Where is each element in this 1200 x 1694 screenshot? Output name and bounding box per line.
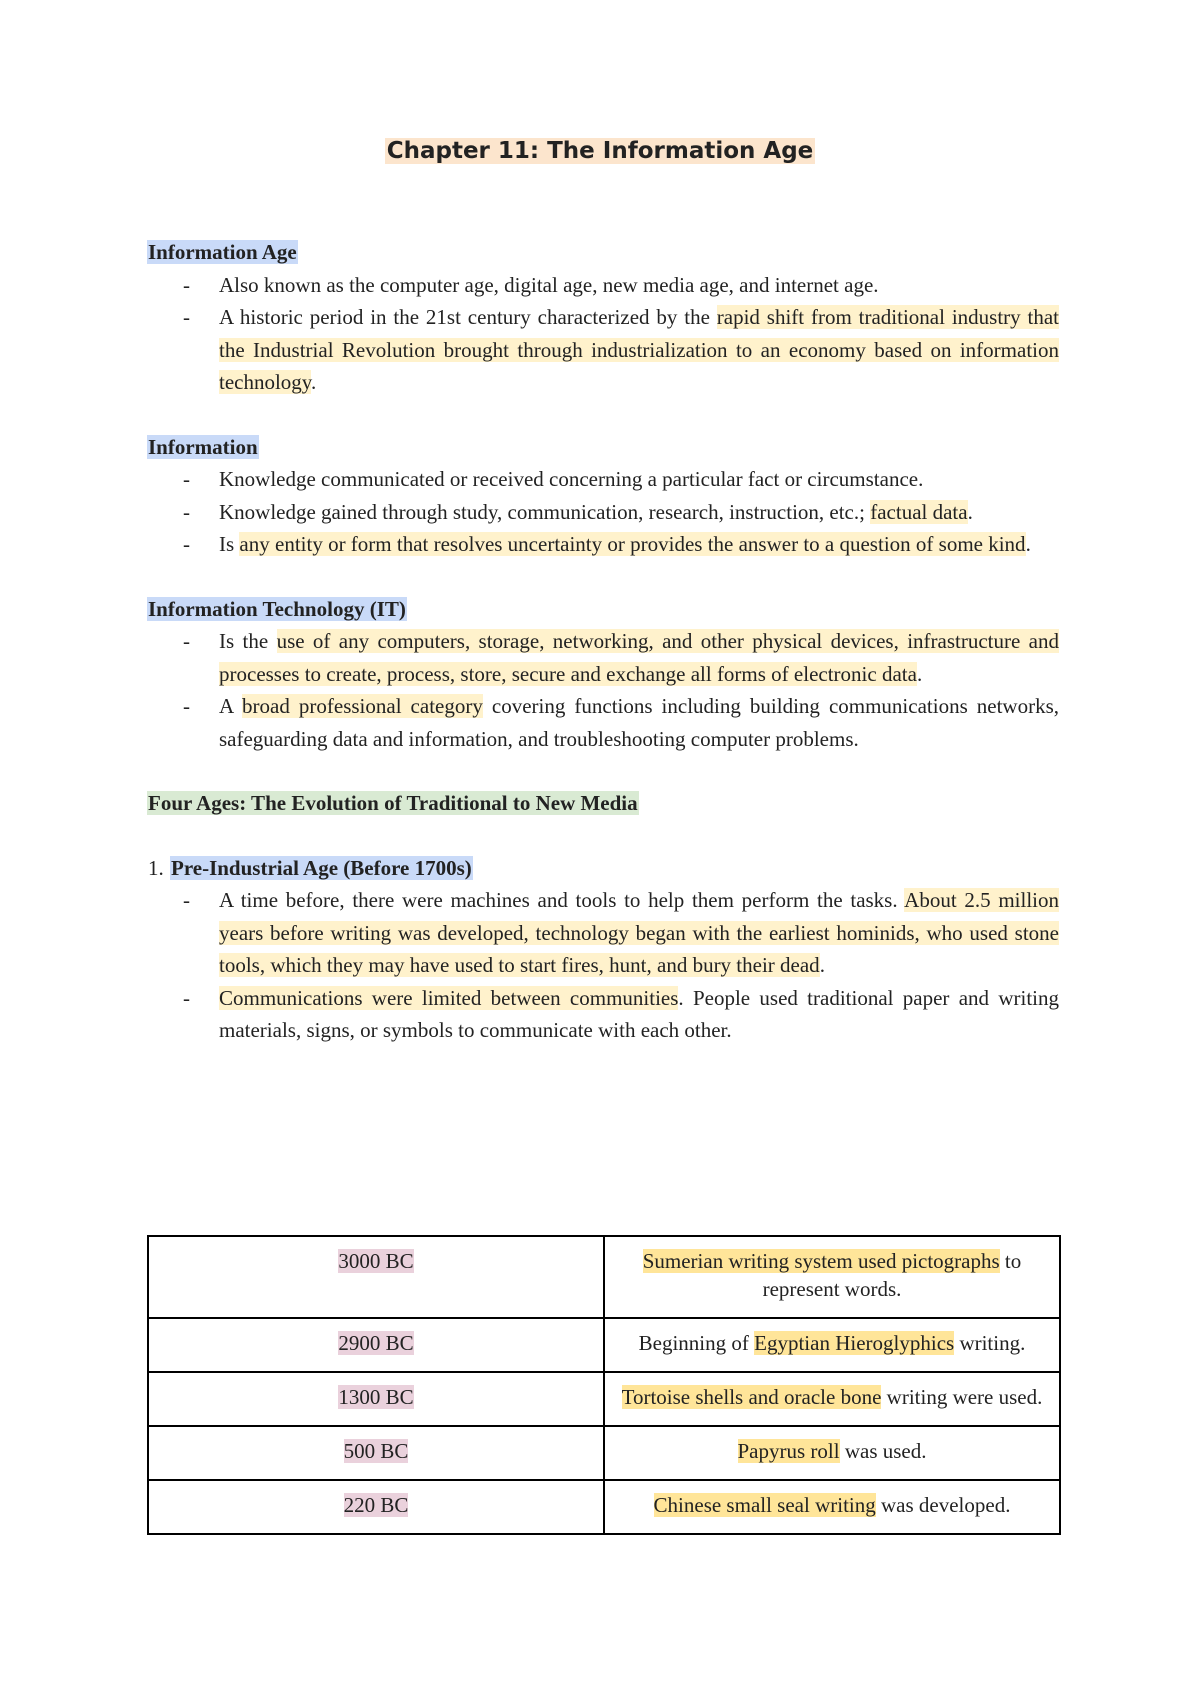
list-item: - Knowledge communicated or received concerning a particular fact or circumstance. xyxy=(147,463,1059,496)
bullets-information-age xyxy=(147,269,1059,399)
table-row: 3000 BC Sumerian writing system used pictographs to represent words. xyxy=(148,1236,1060,1318)
table-row: 1300 BC Tortoise shells and oracle bone writing were used. xyxy=(148,1372,1060,1426)
table-row: 220 BC Chinese small seal writing was developed. xyxy=(148,1480,1060,1534)
bullets-information-technology xyxy=(147,625,1059,755)
bullets-information xyxy=(147,463,1059,561)
table-row: 500 BC Papyrus roll was used. xyxy=(148,1426,1060,1480)
chapter-title: Chapter 11: The Information Age xyxy=(386,138,814,164)
timeline-table xyxy=(147,1235,1061,1535)
heading-information-age: Information Age xyxy=(148,240,297,264)
list-item: - Knowledge gained through study, communication, research, instruction, etc.; factual data. xyxy=(147,496,1059,529)
bullets-pre-industrial-age xyxy=(147,884,1059,1047)
heading-pre-industrial-age: 1. Pre-Industrial Age (Before 1700s) xyxy=(148,855,472,880)
table-row: 2900 BC Beginning of Egyptian Hieroglyphics writing. xyxy=(148,1318,1060,1372)
list-item: - Communications were limited between communities. People used traditional paper and writing materials, signs, or symbols to communicate with each other. xyxy=(147,982,1059,1047)
heading-information: Information xyxy=(148,434,258,459)
heading-information-technology: Information Technology (IT) xyxy=(148,596,406,621)
content-body xyxy=(147,236,1059,1047)
list-item: - Is the use of any computers, storage, networking, and other physical devices, infrastructure and processes to create, process, store, secure and exchange all forms of electronic data. xyxy=(147,625,1059,690)
list-item: - Also known as the computer age, digital age, new media age, and internet age. xyxy=(147,269,1059,302)
heading-four-ages: Four Ages: The Evolution of Traditional to New Media xyxy=(148,791,638,815)
list-item: - Is any entity or form that resolves uncertainty or provides the answer to a question of some kind. xyxy=(147,528,1059,561)
list-item: - A broad professional category covering functions including building communications networks, safeguarding data and information, and troubleshooting computer problems. xyxy=(147,690,1059,755)
list-item: - A time before, there were machines and tools to help them perform the tasks. About 2.5 million years before writing was developed, technology began with the earliest hominids, who used stone tools, which they may have used to start fires, hunt, and bury their dead. xyxy=(147,884,1059,982)
list-item: - A historic period in the 21st century characterized by the rapid shift from traditional industry that the Industrial Revolution brought through industrialization to an economy based on information technology. xyxy=(147,301,1059,399)
